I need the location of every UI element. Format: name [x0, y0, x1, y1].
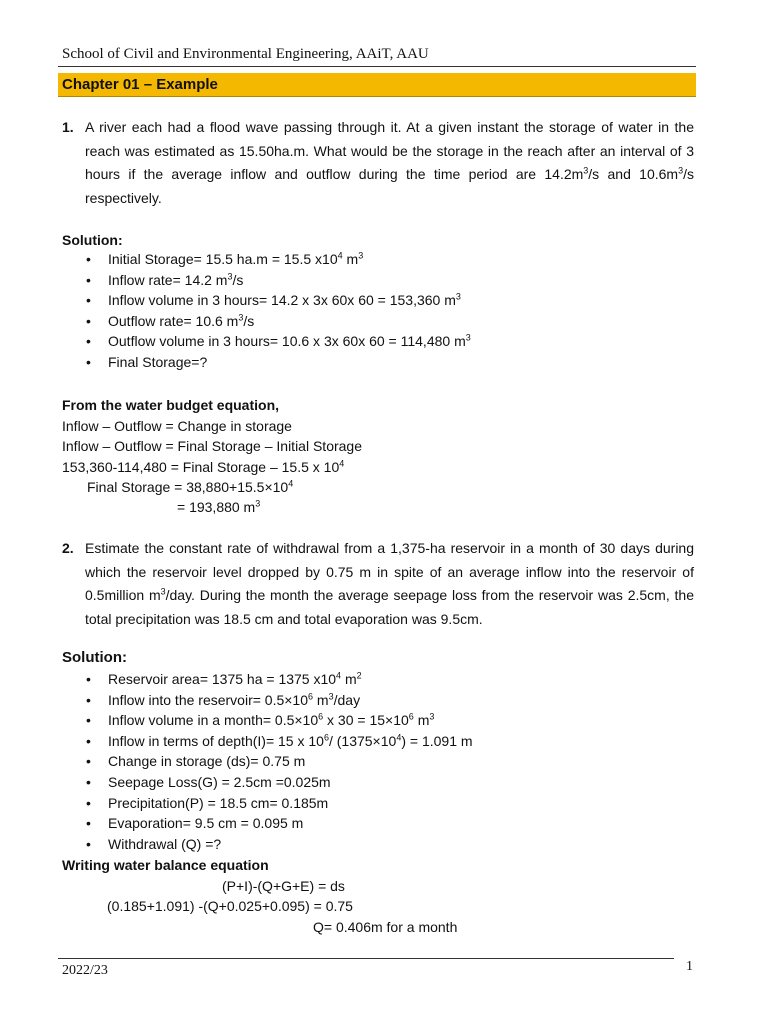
list-item: • Reservoir area= 1375 ha = 1375 $x10^4$ $m^2$ [62, 669, 682, 690]
question-2 [62, 537, 694, 631]
q2-balance-line: (P+I)-(Q+G+E) = ds [222, 878, 345, 894]
q1-budget-result: = 193,880 $m^3$ [177, 498, 261, 515]
q2-solution-list [62, 669, 682, 854]
list-item: • Outflow volume in 3 hours= 10.6 x 3x 60x 60 = 114,480 $m^3$ [62, 331, 682, 352]
q2-balance-result: Q= 0.406m for a month [313, 919, 458, 935]
q2-balance-heading: Writing water balance equation [62, 857, 269, 873]
list-item: • Inflow rate= 14.2 $m^3/s$ [62, 270, 682, 291]
q1-budget-line: Inflow – Outflow = Final Storage – Initial Storage [62, 438, 362, 454]
q1-budget-line: 153,360-114,480 = Final Storage – 15.5 x $10^4$ [62, 458, 345, 475]
question-1 [62, 116, 694, 210]
q2-balance-line: (0.185+1.091) -(Q+0.025+0.095) = 0.75 [107, 898, 353, 914]
list-item: • Outflow rate= 10.6 $m^3/s$ [62, 311, 682, 332]
list-item: • Change in storage (ds)= 0.75 m [62, 751, 682, 772]
list-item: • Inflow into the reservoir= $0.5\times 10^6$ $m^3$/day [62, 690, 682, 711]
question-1-number: 1. [62, 119, 74, 135]
q1-solution-list [62, 249, 682, 373]
list-item: • Final Storage=? [62, 352, 682, 373]
list-item: • Precipitation(P) = 18.5 cm= 0.185m [62, 793, 682, 814]
question-2-text: Estimate the constant rate of withdrawal from a 1,375-ha reservoir in a month of 30 days during which the reservoir level dropped by 0.75 m in spite of an average inflow into the reservoir of 0.5million $m^3$/day. During the month the average seepage loss from the reservoir was 2.5cm, the total precipitation was 18.5 cm and total evaporation was 9.5cm. [85, 540, 694, 627]
list-item: • Withdrawal (Q) =? [62, 834, 682, 855]
chapter-title: Chapter 01 – Example [62, 76, 218, 93]
page-number: 1 [686, 959, 693, 974]
list-item: • Inflow in terms of depth(I)= 15 x $10^6/$ $(1375\times 10^4) = 1.091$ m [62, 731, 682, 752]
footer-divider [58, 958, 674, 959]
chapter-banner [58, 73, 696, 97]
question-2-number: 2. [62, 540, 74, 556]
q1-budget-heading: From the water budget equation, [62, 397, 280, 413]
list-item: • Inflow volume in a month= $0.5\times 10^6$ x $30 = 15\times 10^6$ $m^3$ [62, 710, 682, 731]
header-institution: School of Civil and Environmental Engineering, AAiT, AAU [62, 46, 429, 62]
list-item: • Seepage Loss(G) = 2.5cm =0.025m [62, 772, 682, 793]
q1-solution-label: Solution: [62, 232, 123, 248]
list-item: • Inflow volume in 3 hours= 14.2 x 3x 60x 60 = 153,360 $m^3$ [62, 290, 682, 311]
question-1-text: A river each had a flood wave passing through it. At a given instant the storage of water in the reach was estimated as 15.50ha.m. What would be the storage in the reach after an interval of 3 hours if the average inflow and outflow during the time period are $14.2m^3/s$ and $10.6m^3/s$ respectively. [85, 119, 694, 206]
footer-year: 2022/23 [62, 963, 108, 978]
header-divider [58, 66, 696, 67]
list-item: • Initial Storage= 15.5 ha.m = 15.5 $x10^4$ $m^3$ [62, 249, 682, 270]
q2-solution-label: Solution: [62, 649, 127, 666]
list-item: • Evaporation= 9.5 cm = 0.095 m [62, 813, 682, 834]
q1-budget-line: Final Storage = $38,880+15.5\times 10^4$ [87, 478, 294, 495]
q1-budget-line: Inflow – Outflow = Change in storage [62, 418, 292, 434]
